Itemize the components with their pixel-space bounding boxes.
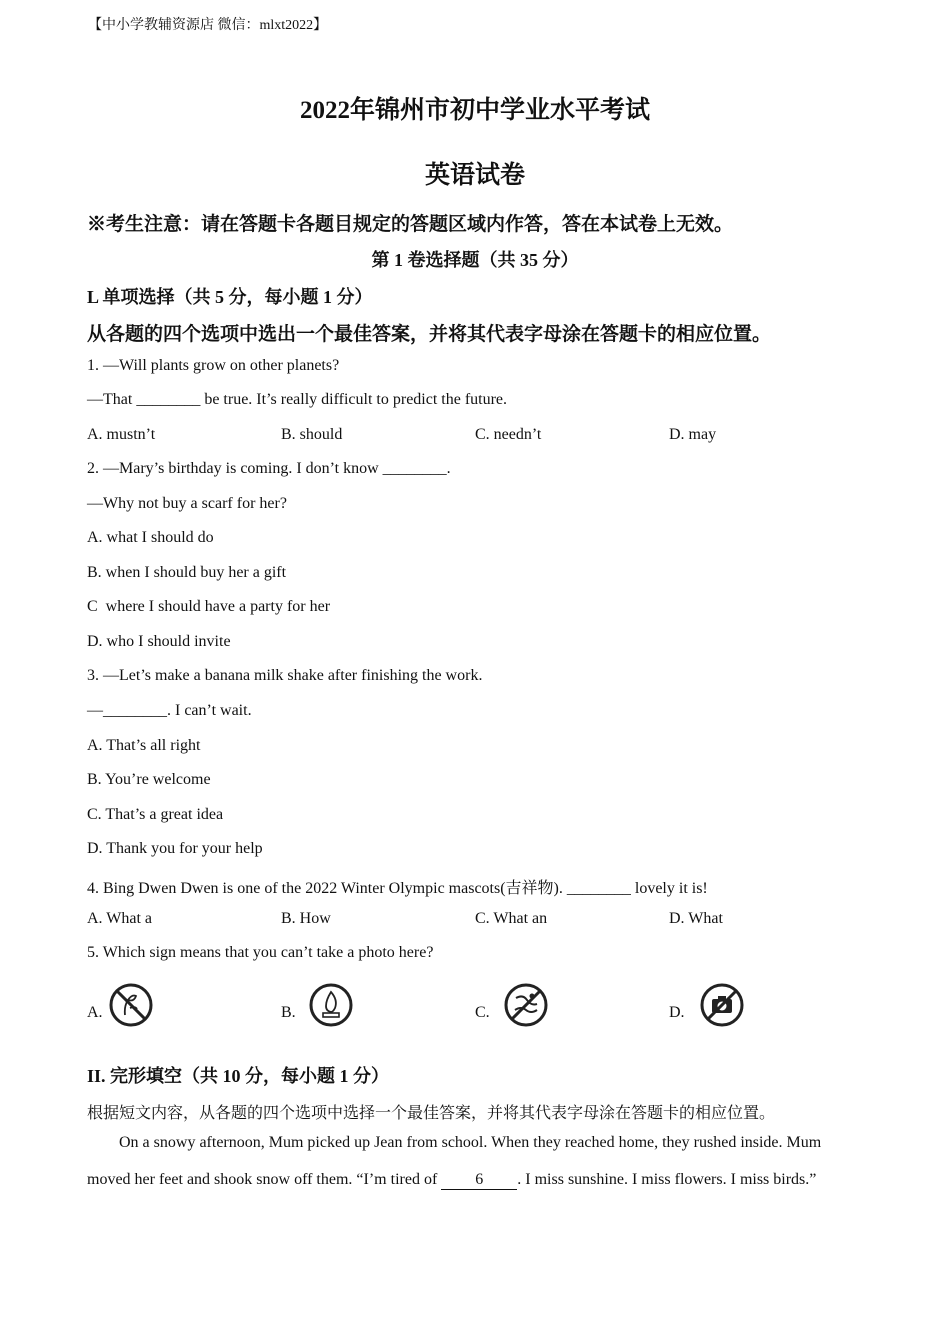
passage-line2-end: . I miss sunshine. I miss flowers. I miss birds.” — [517, 1171, 817, 1188]
section1-heading: L 单项选择（共 5 分，每小题 1 分） — [87, 287, 373, 307]
q2-option-a: A. what I should do — [87, 529, 214, 546]
q5-line1: 5. Which sign means that you can’t take a photo here? — [87, 944, 434, 961]
q2-option-c: C where I should have a party for her — [87, 598, 331, 615]
section2-instruction: 根据短文内容，从各题的四个选项中选择一个最佳答案，并将其代表字母涂在答题卡的相应位置。 — [87, 1105, 776, 1122]
q3-line1: 3. —Let’s make a banana milk shake after finishing the work. — [87, 667, 483, 684]
exam-notice: ※考生注意：请在答题卡各题目规定的答题区域内作答，答在本试卷上无效。 — [87, 214, 734, 235]
q3-option-a: A. That’s all right — [87, 737, 201, 754]
q3-line2: —________. I can’t wait. — [87, 702, 252, 719]
q5-option-c: C. — [475, 1004, 490, 1021]
passage-line2-start: moved her feet and shook snow off them. “I’m tired of — [87, 1171, 442, 1188]
q5-option-d: D. — [669, 1004, 685, 1021]
q2-line2: —Why not buy a scarf for her? — [87, 495, 287, 512]
q4-line1: 4. Bing Dwen Dwen is one of the 2022 Winter Olympic mascots(吉祥物). ________ lovely it is! — [87, 880, 708, 897]
cloze-blank-6: 6 — [441, 1171, 517, 1190]
q3-option-c: C. That’s a great idea — [87, 806, 224, 823]
part1-heading: 第 1 卷选择题（共 35 分） — [371, 250, 579, 270]
q4-option-d: D. What — [669, 910, 723, 927]
passage-line2 — [87, 1171, 816, 1190]
passage-line1: On a snowy afternoon, Mum picked up Jean from school. When they reached home, they rushed inside. Mum — [119, 1134, 822, 1151]
no-camera-sign-icon — [699, 982, 745, 1028]
q3-option-d: D. Thank you for your help — [87, 840, 263, 857]
q4-option-a: A. What a — [87, 910, 153, 927]
section2-heading: II. 完形填空（共 10 分，每小题 1 分） — [87, 1066, 390, 1086]
q5-option-b: B. — [281, 1004, 296, 1021]
watermark-text: 【中小学教辅资源店 微信：mlxt2022】 — [88, 18, 328, 33]
q4-option-c: C. What an — [475, 910, 548, 927]
q3-option-b: B. You’re welcome — [87, 771, 211, 788]
exam-subtitle: 英语试卷 — [424, 162, 525, 189]
q1-line2: —That ________ be true. It’s really difficult to predict the future. — [87, 391, 508, 408]
no-fire-sign-icon — [308, 982, 354, 1028]
q1-option-a: A. mustn’t — [87, 426, 156, 443]
q1-option-d: D. may — [669, 426, 717, 443]
q5-option-a: A. — [87, 1004, 103, 1021]
section1-instruction: 从各题的四个选项中选出一个最佳答案，并将其代表字母涂在答题卡的相应位置。 — [87, 324, 772, 345]
exam-title: 2022年锦州市初中学业水平考试 — [299, 97, 650, 124]
q1-option-c: C. needn’t — [475, 426, 542, 443]
q2-line1: 2. —Mary’s birthday is coming. I don’t know ________. — [87, 460, 451, 477]
q4-option-b: B. How — [281, 910, 331, 927]
q2-option-b: B. when I should buy her a gift — [87, 564, 287, 581]
q2-option-d: D. who I should invite — [87, 633, 231, 650]
no-swimming-sign-icon — [503, 982, 549, 1028]
q1-option-b: B. should — [281, 426, 343, 443]
no-flower-picking-sign-icon — [108, 982, 154, 1028]
q1-line1: 1. —Will plants grow on other planets? — [87, 357, 340, 374]
